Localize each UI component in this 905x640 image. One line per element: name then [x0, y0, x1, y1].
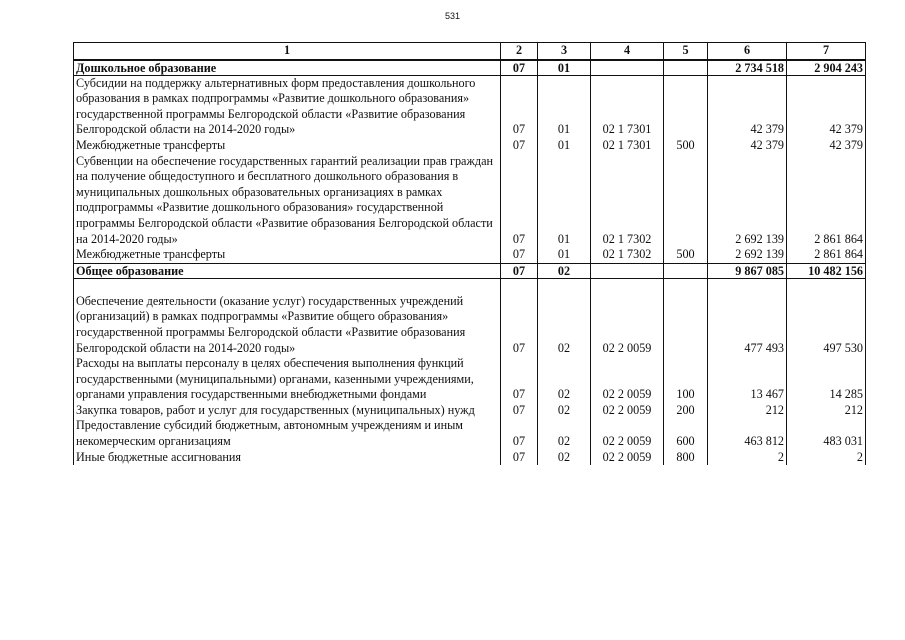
cell-amount-2: 2 861 864 — [787, 154, 866, 248]
cell-subsection-code: 01 — [538, 75, 591, 138]
cell-name: Иные бюджетные ассигнования — [74, 450, 501, 466]
cell-subsection-code: 02 — [538, 418, 591, 449]
table-row — [74, 154, 866, 248]
column-header: 7 — [787, 43, 866, 60]
cell-name: Предоставление субсидий бюджетным, автономным учреждениям и иным некомерческим организациям — [74, 418, 501, 449]
cell-subsection-code: 02 — [538, 356, 591, 403]
cell-expense-type: 200 — [664, 403, 708, 419]
column-header: 2 — [501, 43, 538, 60]
cell-amount-1: 212 — [708, 403, 787, 419]
table-row — [74, 75, 866, 138]
cell-expense-type — [664, 263, 708, 278]
cell-expense-type: 100 — [664, 356, 708, 403]
cell-amount-1: 2 — [708, 450, 787, 466]
cell-section-code: 07 — [501, 263, 538, 278]
table-header — [74, 43, 866, 60]
cell-target-code: 02 2 0059 — [591, 450, 664, 466]
table-row — [74, 138, 866, 154]
cell-target-code — [591, 60, 664, 76]
table-row — [74, 418, 866, 449]
cell-name: Дошкольное образование — [74, 60, 501, 76]
cell-amount-2: 42 379 — [787, 138, 866, 154]
cell-expense-type: 600 — [664, 418, 708, 449]
cell-amount-2: 2 904 243 — [787, 60, 866, 76]
table-row — [74, 294, 866, 356]
table-row — [74, 403, 866, 419]
cell-amount-2: 42 379 — [787, 75, 866, 138]
cell-name: Обеспечение деятельности (оказание услуг) государственных учреждений (организаций) в рамках подпрограммы «Развитие общего образования» государственной программы Белгородской области «Развитие образования Белгородской области на 2014-2020 годы» — [74, 294, 501, 356]
cell-subsection-code: 02 — [538, 263, 591, 278]
page-number: 531 — [444, 11, 461, 21]
section-row — [74, 263, 866, 278]
cell-target-code: 02 1 7302 — [591, 154, 664, 248]
cell-expense-type — [664, 294, 708, 356]
cell-expense-type — [664, 154, 708, 248]
cell-expense-type: 500 — [664, 247, 708, 263]
cell-target-code: 02 2 0059 — [591, 356, 664, 403]
column-header: 1 — [74, 43, 501, 60]
cell-target-code: 02 2 0059 — [591, 294, 664, 356]
table-row — [74, 247, 866, 263]
cell-amount-1: 13 467 — [708, 356, 787, 403]
cell-subsection-code: 02 — [538, 294, 591, 356]
column-header: 5 — [664, 43, 708, 60]
cell-section-code: 07 — [501, 294, 538, 356]
cell-name: Закупка товаров, работ и услуг для государственных (муниципальных) нужд — [74, 403, 501, 419]
cell-amount-2: 10 482 156 — [787, 263, 866, 278]
cell-amount-2: 14 285 — [787, 356, 866, 403]
cell-amount-2: 212 — [787, 403, 866, 419]
column-header: 3 — [538, 43, 591, 60]
cell-target-code: 02 1 7301 — [591, 138, 664, 154]
empty-cell — [501, 278, 538, 294]
cell-section-code: 07 — [501, 247, 538, 263]
cell-amount-1: 2 692 139 — [708, 247, 787, 263]
cell-name: Общее образование — [74, 263, 501, 278]
cell-expense-type — [664, 75, 708, 138]
empty-cell — [591, 278, 664, 294]
cell-amount-2: 483 031 — [787, 418, 866, 449]
cell-name: Субвенции на обеспечение государственных гарантий реализации прав граждан на получение общедоступного и бесплатного дошкольного образования в муниципальных дошкольных образовательных организациях в рамках подпрограммы «Развитие дошкольного образования» государственной программы Белгородской области «Развитие образования Белгородской области на 2014-2020 годы» — [74, 154, 501, 248]
cell-name: Расходы на выплаты персоналу в целях обеспечения выполнения функций государственными (муниципальными) органами, казенными учреждениями, органами управления государственными внебюджетными фондами — [74, 356, 501, 403]
cell-section-code: 07 — [501, 60, 538, 76]
empty-cell — [538, 278, 591, 294]
cell-amount-1: 2 692 139 — [708, 154, 787, 248]
cell-subsection-code: 02 — [538, 450, 591, 466]
empty-cell — [664, 278, 708, 294]
cell-name: Межбюджетные трансферты — [74, 138, 501, 154]
cell-name: Субсидии на поддержку альтернативных форм предоставления дошкольного образования в рамках подпрограммы «Развитие дошкольного образования» государственной программы Белгородской области «Развитие образования Белгородской области на 2014-2020 годы» — [74, 75, 501, 138]
cell-amount-1: 42 379 — [708, 138, 787, 154]
cell-section-code: 07 — [501, 75, 538, 138]
cell-amount-2: 2 861 864 — [787, 247, 866, 263]
spacer-row — [74, 278, 866, 294]
cell-amount-1: 477 493 — [708, 294, 787, 356]
cell-section-code: 07 — [501, 403, 538, 419]
budget-table — [73, 42, 866, 465]
cell-section-code: 07 — [501, 418, 538, 449]
cell-name: Межбюджетные трансферты — [74, 247, 501, 263]
empty-cell — [708, 278, 787, 294]
cell-subsection-code: 01 — [538, 138, 591, 154]
cell-amount-2: 2 — [787, 450, 866, 466]
table-body — [74, 60, 866, 466]
cell-subsection-code: 02 — [538, 403, 591, 419]
cell-subsection-code: 01 — [538, 60, 591, 76]
cell-section-code: 07 — [501, 450, 538, 466]
column-header: 4 — [591, 43, 664, 60]
cell-subsection-code: 01 — [538, 154, 591, 248]
cell-amount-1: 9 867 085 — [708, 263, 787, 278]
cell-expense-type — [664, 60, 708, 76]
column-header: 6 — [708, 43, 787, 60]
cell-section-code: 07 — [501, 356, 538, 403]
cell-amount-2: 497 530 — [787, 294, 866, 356]
cell-target-code — [591, 263, 664, 278]
cell-expense-type: 800 — [664, 450, 708, 466]
cell-section-code: 07 — [501, 138, 538, 154]
cell-amount-1: 42 379 — [708, 75, 787, 138]
empty-cell — [787, 278, 866, 294]
cell-amount-1: 463 812 — [708, 418, 787, 449]
cell-expense-type: 500 — [664, 138, 708, 154]
cell-subsection-code: 01 — [538, 247, 591, 263]
table-row — [74, 450, 866, 466]
section-row — [74, 60, 866, 76]
cell-target-code: 02 1 7302 — [591, 247, 664, 263]
cell-target-code: 02 2 0059 — [591, 418, 664, 449]
cell-target-code: 02 2 0059 — [591, 403, 664, 419]
cell-amount-1: 2 734 518 — [708, 60, 787, 76]
cell-target-code: 02 1 7301 — [591, 75, 664, 138]
table-row — [74, 356, 866, 403]
cell-section-code: 07 — [501, 154, 538, 248]
empty-cell — [74, 278, 501, 294]
